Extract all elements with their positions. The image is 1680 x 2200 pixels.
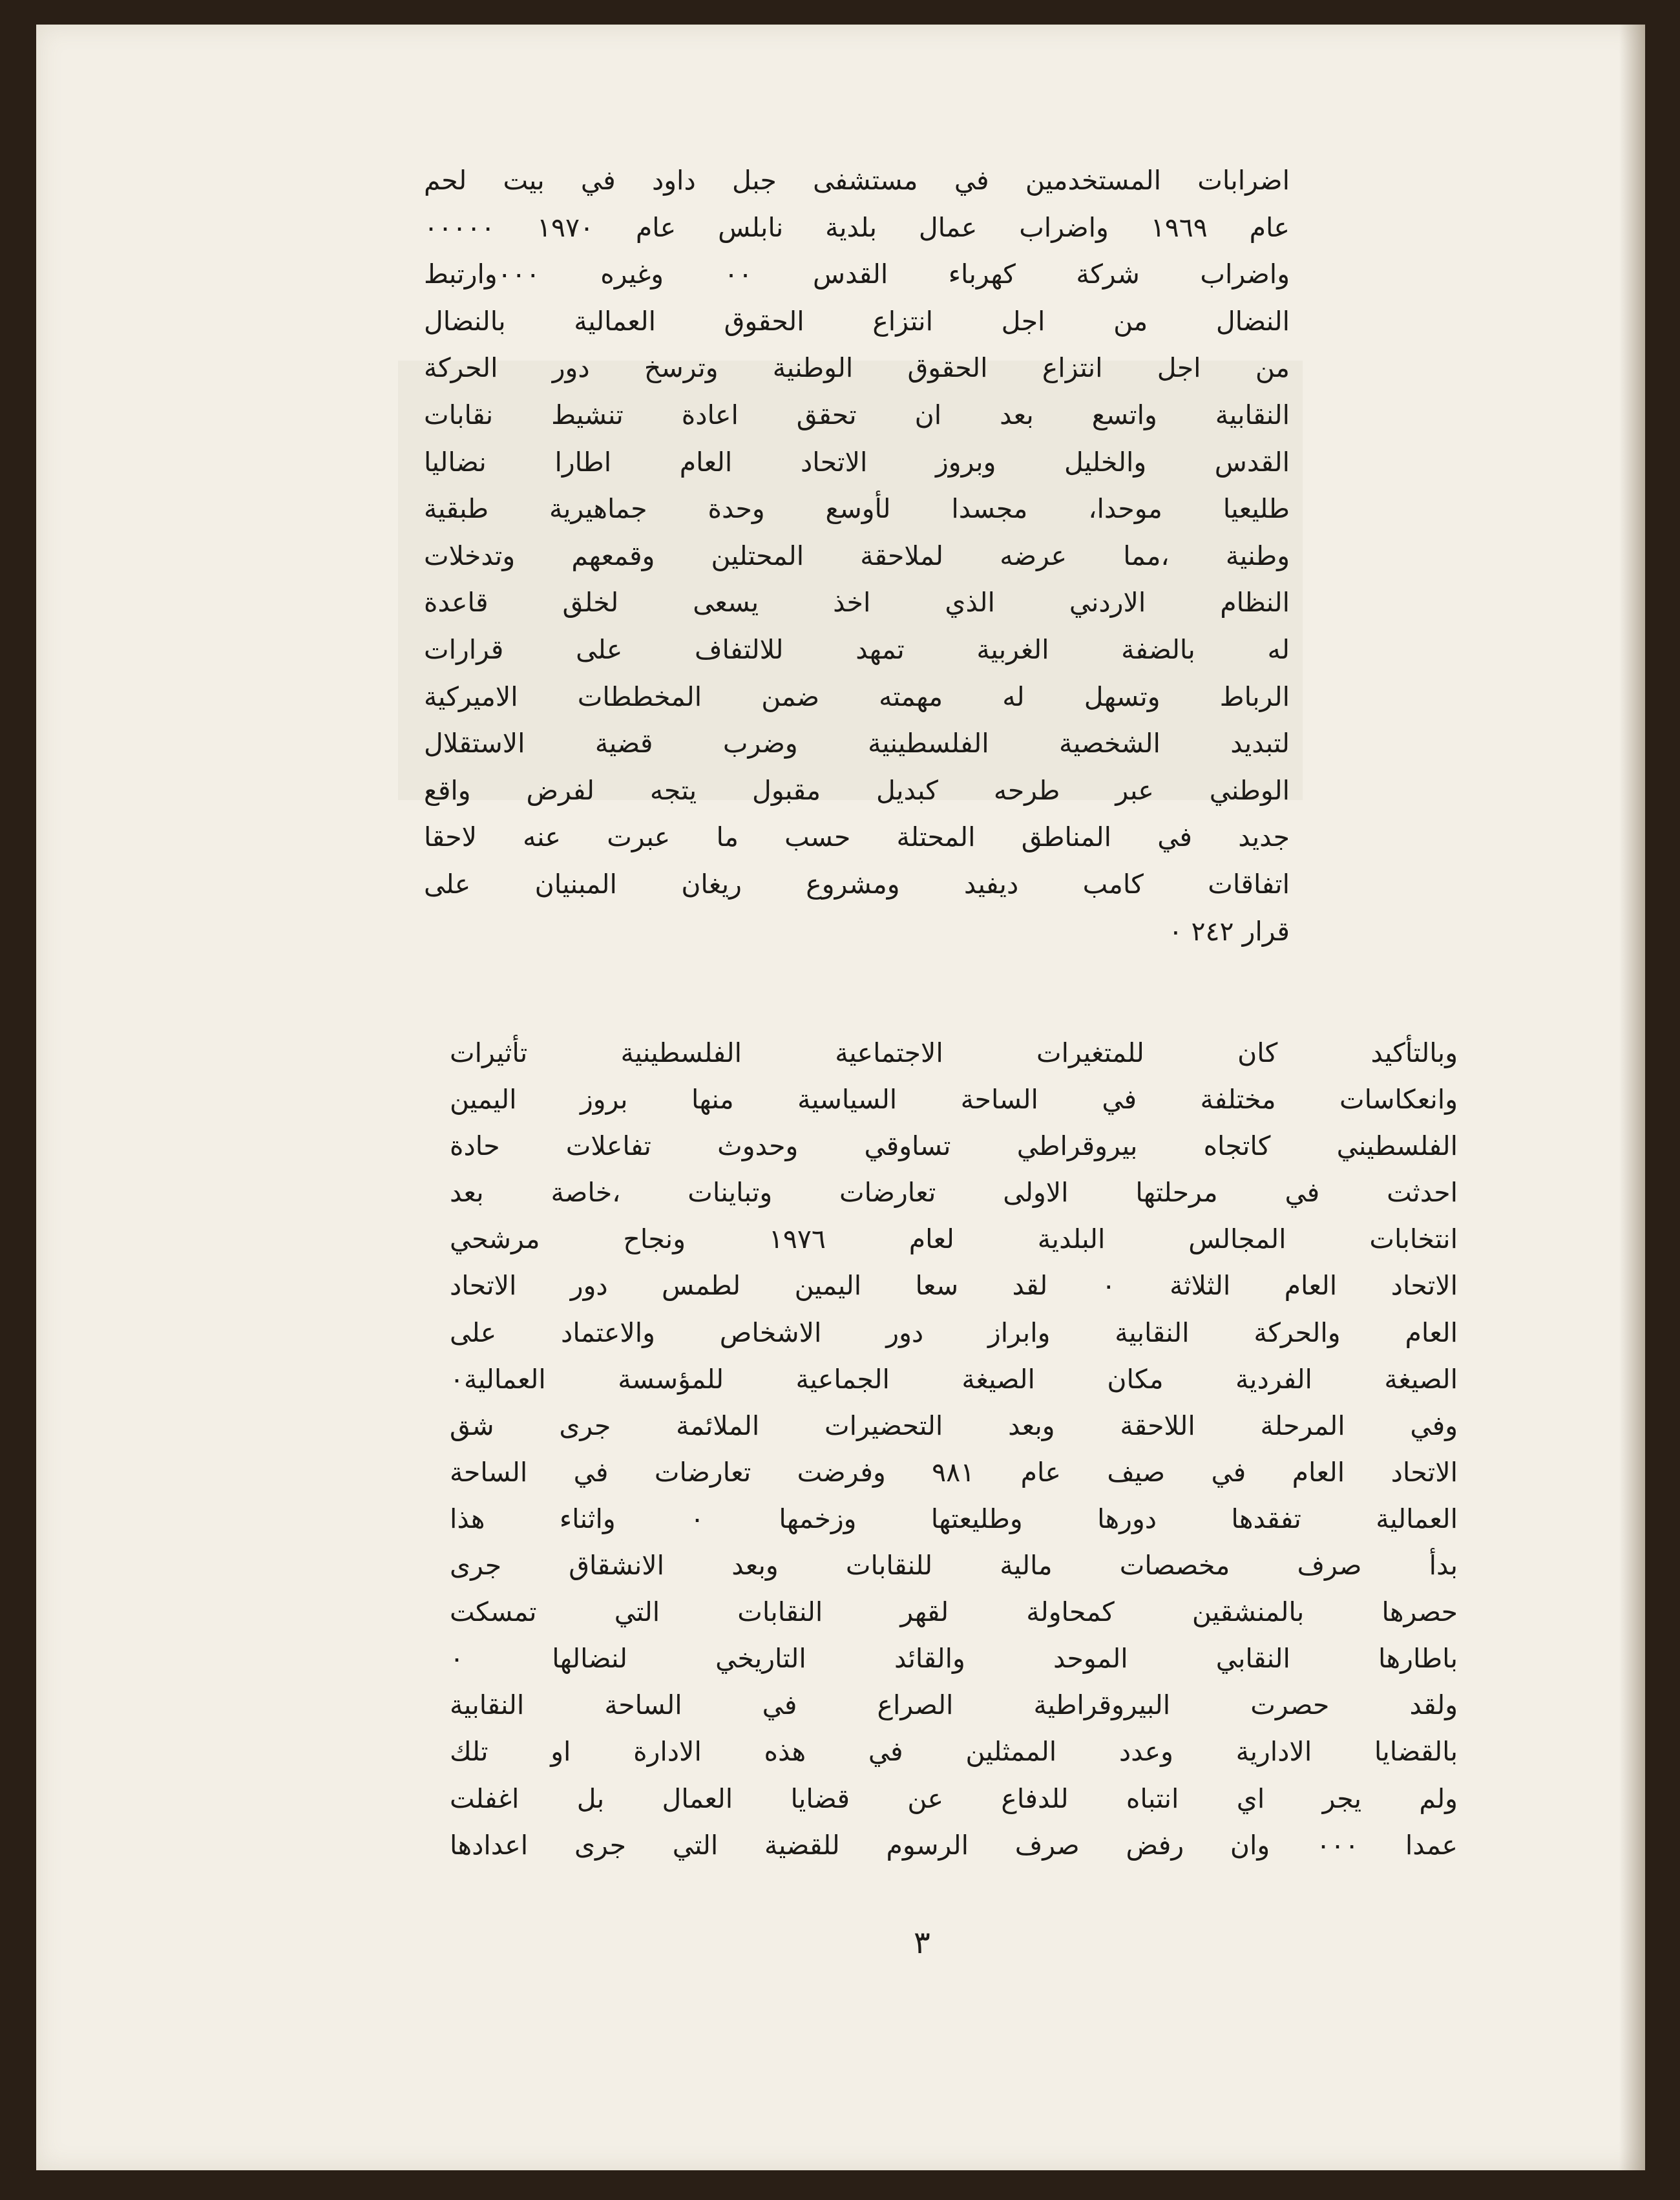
text-line: واضراب شركة كهرباء القدس ٠٠ وغيره ٠٠٠وارتبط — [424, 259, 1290, 290]
binding-shadow — [1619, 25, 1645, 2170]
text-line: ولم يجر اي انتباه للدفاع عن قضايا العمال بل اغفلت — [450, 1782, 1458, 1814]
text-line: احدثت في مرحلتها الاولى تعارضات وتباينات ،خاصة بعد — [450, 1177, 1458, 1209]
text-line: النقابية واتسع بعد ان تحقق اعادة تنشيط نقابات — [424, 399, 1290, 430]
text-line: الوطني عبر طرحه كبديل مقبول يتجه لفرض واقع — [424, 774, 1290, 806]
text-line: العام والحركة النقابية وابراز دور الاشخاص والاعتماد على — [450, 1317, 1458, 1348]
text-line: ولقد حصرت البيروقراطية الصراع في الساحة النقابية — [450, 1689, 1458, 1721]
text-line: باطارها النقابي الموحد والقائد التاريخي لنضالها ٠ — [450, 1643, 1458, 1675]
text-line: وفي المرحلة اللاحقة وبعد التحضيرات الملائمة جرى شق — [450, 1410, 1458, 1441]
paragraph-2 — [450, 1030, 1458, 1868]
text-line: حصرها بالمنشقين كمحاولة لقهر النقابات التي تمسكت — [450, 1596, 1458, 1628]
text-line: عمدا ٠٠٠ وان رفض صرف الرسوم للقضية التي جرى اعدادها — [450, 1829, 1458, 1861]
text-line: النضال من اجل انتزاع الحقوق العمالية بالنضال — [424, 305, 1290, 337]
text-line: وبالتأكيد كان للمتغيرات الاجتماعية الفلسطينية تأثيرات — [450, 1037, 1458, 1068]
text-line: الرباط وتسهل له مهمته ضمن المخططات الاميركية — [424, 681, 1290, 712]
text-line: اضرابات المستخدمين في مستشفى جبل داود في بيت لحم — [424, 165, 1290, 196]
text-line: جديد في المناطق المحتلة حسب ما عبرت عنه لاحقا — [424, 821, 1290, 853]
text-line: لتبديد الشخصية الفلسطينية وضرب قضية الاستقلال — [424, 728, 1290, 759]
text-line: الاتحاد العام الثلاثة ٠ لقد سعا اليمين لطمس دور الاتحاد — [450, 1270, 1458, 1302]
text-line: انتخابات المجالس البلدية لعام ١٩٧٦ ونجاح مرشحي — [450, 1223, 1458, 1255]
text-line: الصيغة الفردية مكان الصيغة الجماعية للمؤسسة العمالية٠ — [450, 1363, 1458, 1395]
text-line: بدأ صرف مخصصات مالية للنقابات وبعد الانشقاق جرى — [450, 1550, 1458, 1581]
text-line: الفلسطيني كاتجاه بيروقراطي تساوقي وحدوث تفاعلات حادة — [450, 1130, 1458, 1162]
text-line: القدس والخليل وبروز الاتحاد العام اطارا نضاليا — [424, 446, 1290, 478]
text-line: النظام الاردني الذي اخذ يسعى لخلق قاعدة — [424, 587, 1290, 619]
text-line: بالقضايا الادارية وعدد الممثلين في هذه الادارة او تلك — [450, 1736, 1458, 1768]
document-page — [36, 25, 1645, 2170]
text-line: طليعيا موحدا، مجسدا لأوسع وحدة جماهيرية طبقية — [424, 493, 1290, 525]
text-line: عام ١٩٦٩ واضراب عمال بلدية نابلس عام ١٩٧٠ ٠٠٠٠٠ — [424, 211, 1290, 243]
text-line: اتفاقات كامب ديفيد ومشروع ريغان المبنيان على — [424, 868, 1290, 900]
text-line: من اجل انتزاع الحقوق الوطنية وترسخ دور الحركة — [424, 352, 1290, 384]
text-line: وانعكاسات مختلفة في الساحة السياسية منها بروز اليمين — [450, 1084, 1458, 1116]
page-number: ٣ — [914, 1925, 930, 1961]
text-line: العمالية تفقدها دورها وطليعتها وزخمها ٠ واثناء هذا — [450, 1503, 1458, 1534]
text-line: وطنية ،مما عرضه لملاحقة المحتلين وقمعهم وتدخلات — [424, 540, 1290, 571]
text-line: له بالضفة الغربية تمهد للالتفاف على قرارات — [424, 633, 1290, 665]
text-line: قرار ٢٤٢ ٠ — [1168, 915, 1290, 947]
text-line: الاتحاد العام في صيف عام ٩٨١ وفرضت تعارضات في الساحة — [450, 1456, 1458, 1488]
paragraph-1 — [424, 157, 1290, 955]
